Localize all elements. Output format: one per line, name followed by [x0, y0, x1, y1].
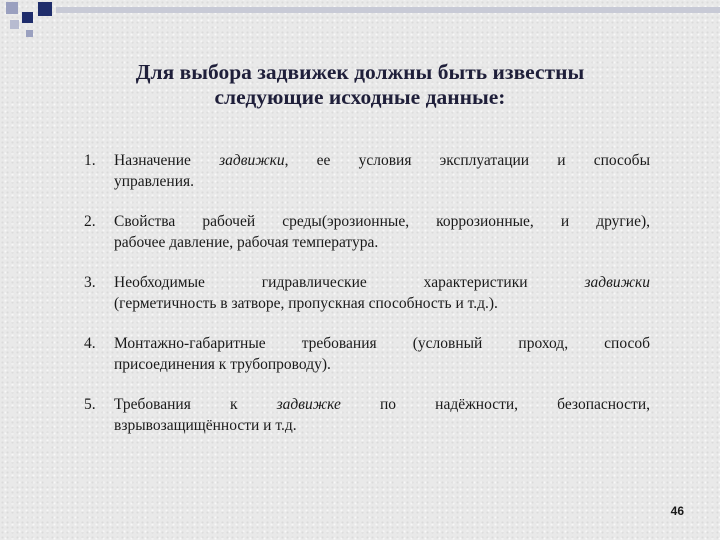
list-item	[84, 394, 650, 436]
item-number: 2.	[84, 213, 96, 230]
title-line-1: Для выбора задвижек должны быть известны	[135, 60, 585, 84]
deco-square	[10, 20, 19, 29]
item-number: 4.	[84, 335, 96, 352]
item-line-1	[114, 272, 650, 293]
item-text: Требования к	[114, 396, 277, 413]
item-text: по надёжности, безопасности,	[340, 396, 650, 413]
item-text-italic: задвижке	[276, 396, 341, 413]
item-text: Назначение	[114, 152, 220, 169]
item-line-1	[114, 150, 650, 171]
item-number: 1.	[84, 152, 96, 169]
deco-square	[22, 12, 33, 23]
item-number: 3.	[84, 274, 96, 291]
slide-title	[60, 60, 660, 110]
item-line-1: Монтажно-габаритные требования (условный проход, способ	[114, 335, 650, 352]
item-line-2: рабочее давление, рабочая температура.	[114, 234, 379, 251]
list-item	[84, 211, 650, 253]
item-text: , ее условия эксплуатации и способы	[284, 152, 650, 169]
header-decoration	[0, 0, 720, 48]
deco-square	[26, 30, 33, 37]
item-line-2: (герметичность в затворе, пропускная способность и т.д.).	[114, 295, 498, 312]
item-number: 5.	[84, 396, 96, 413]
page-number: 46	[670, 504, 684, 518]
title-line-2: следующие исходные данные:	[214, 85, 506, 109]
item-line-2: управления.	[114, 173, 194, 190]
list-item	[84, 150, 650, 192]
deco-bar	[56, 7, 720, 13]
deco-square	[6, 2, 18, 14]
requirements-list	[84, 150, 650, 455]
list-item	[84, 272, 650, 314]
item-line-2: взрывозащищённости и т.д.	[114, 417, 297, 434]
deco-square	[38, 2, 52, 16]
item-line-1: Свойства рабочей среды(эрозионные, коррозионные, и другие),	[114, 213, 650, 230]
item-line-2: присоединения к трубопроводу).	[114, 356, 331, 373]
item-text-italic: задвижки	[219, 152, 285, 169]
item-text: Необходимые гидравлические характеристики	[114, 274, 585, 291]
item-text-italic: задвижки	[584, 274, 650, 291]
item-line-1	[114, 394, 650, 415]
list-item	[84, 333, 650, 375]
